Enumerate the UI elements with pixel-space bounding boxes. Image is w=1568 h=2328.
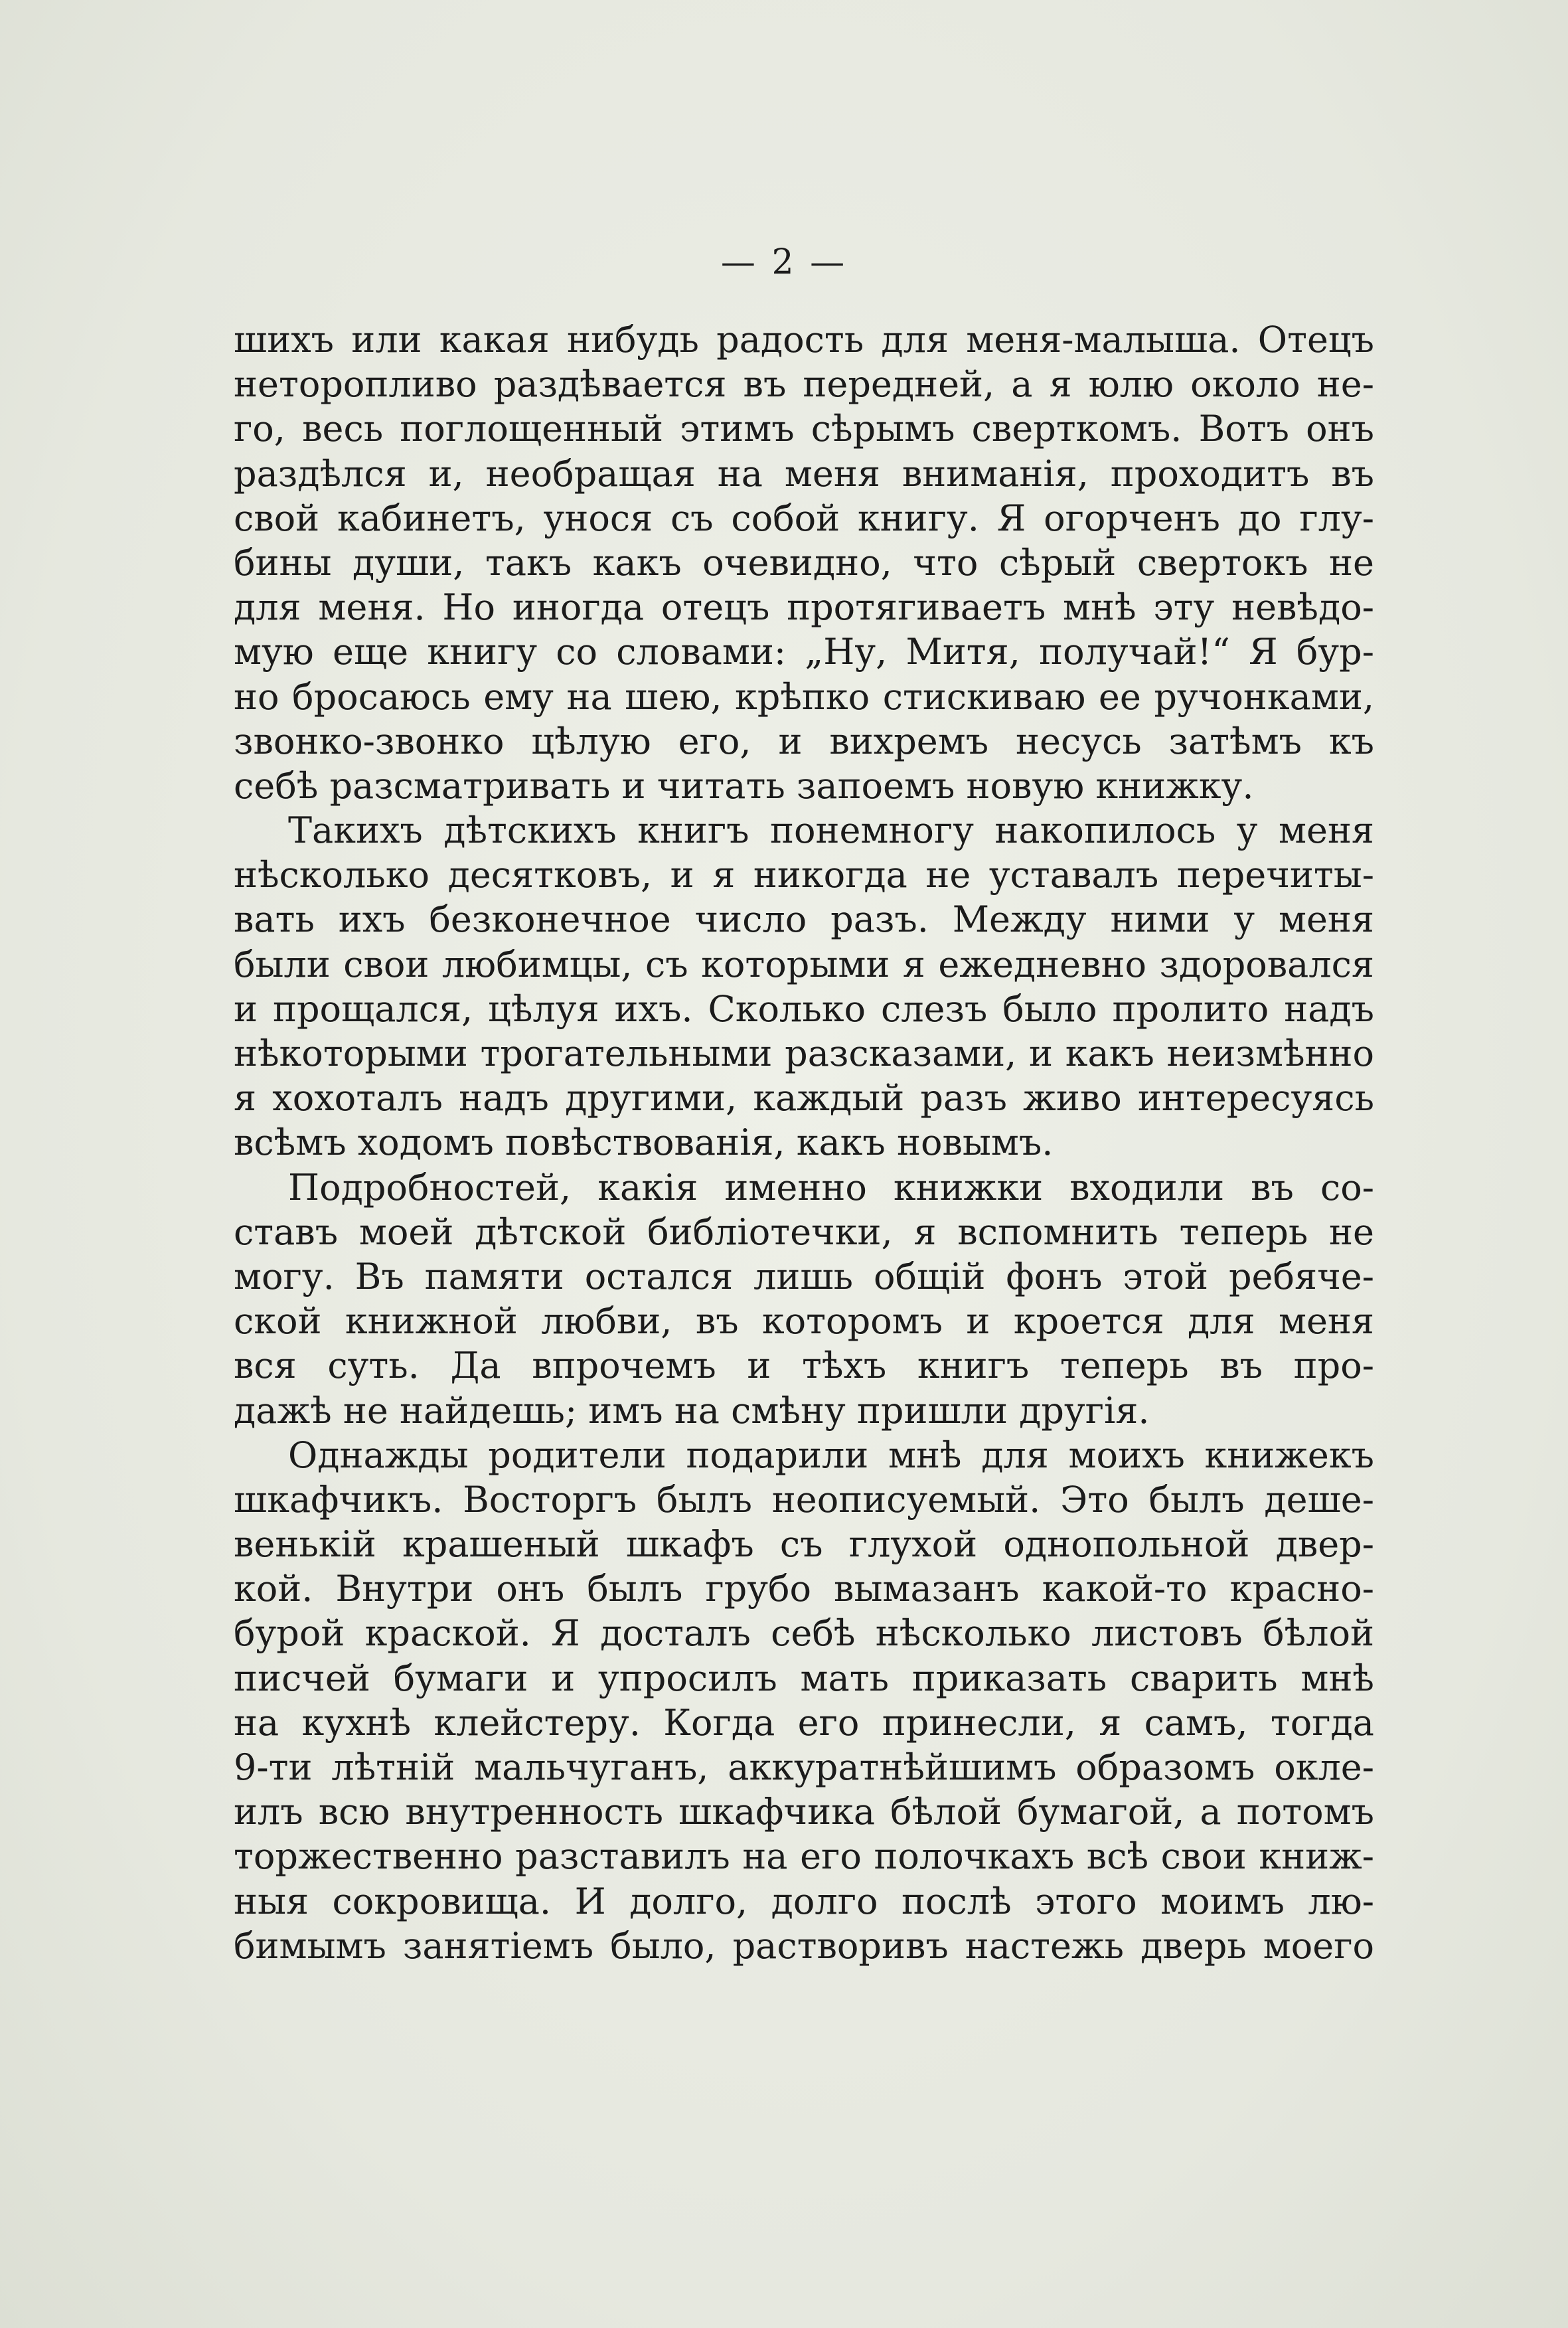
text-line: вать ихъ безконечное число разъ. Между ними у меня xyxy=(234,898,1374,941)
text-line: венькій крашеный шкафъ съ глухой однопольной двер- xyxy=(234,1523,1374,1566)
text-line: шкафчикъ. Восторгъ былъ неописуемый. Это былъ деше- xyxy=(234,1478,1374,1521)
paragraph xyxy=(234,1433,1374,1968)
paragraph xyxy=(234,808,1374,1165)
text-line: ской книжной любви, въ которомъ и кроется для меня xyxy=(234,1300,1374,1343)
text-line: свой кабинетъ, унося съ собой книгу. Я огорченъ до глу- xyxy=(234,497,1374,539)
text-line: неторопливо раздѣвается въ передней, а я юлю около не- xyxy=(234,363,1374,406)
text-line: торжественно разставилъ на его полочкахъ всѣ свои книж- xyxy=(234,1835,1374,1878)
text-line: кой. Внутри онъ былъ грубо вымазанъ какой-то красно- xyxy=(234,1568,1374,1610)
text-line: раздѣлся и, необращая на меня вниманія, проходитъ въ xyxy=(234,452,1374,495)
text-line: нѣсколько десятковъ, и я никогда не уставалъ перечиты- xyxy=(234,854,1374,896)
text-line: и прощался, цѣлуя ихъ. Сколько слезъ было пролито надъ xyxy=(234,987,1374,1030)
text-line: писчей бумаги и упросилъ мать приказать сварить мнѣ xyxy=(234,1657,1374,1699)
paragraph xyxy=(234,317,1374,808)
text-line: могу. Въ памяти остался лишь общій фонъ этой ребяче- xyxy=(234,1255,1374,1297)
text-line: го, весь поглощенный этимъ сѣрымъ сверткомъ. Вотъ онъ xyxy=(234,408,1374,450)
text-line: всѣмъ ходомъ повѣствованія, какъ новымъ. xyxy=(234,1122,1054,1164)
text-line: шихъ или какая нибудь радость для меня-малыша. Отецъ xyxy=(234,319,1374,361)
text-line: илъ всю внутренность шкафчика бѣлой бумагой, а потомъ xyxy=(234,1791,1374,1833)
text-line: звонко-звонко цѣлую его, и вихремъ несусь затѣмъ къ xyxy=(234,720,1374,762)
text-line: Однажды родители подарили мнѣ для моихъ книжекъ xyxy=(288,1434,1374,1476)
text-line: 9-ти лѣтній мальчуганъ, аккуратнѣйшимъ образомъ окле- xyxy=(234,1746,1374,1788)
text-line: ставъ моей дѣтской библіотечки, я вспомнить теперь не xyxy=(234,1210,1374,1253)
text-line: себѣ разсматривать и читать запоемъ новую книжку. xyxy=(234,764,1254,807)
page-number: — 2 — xyxy=(720,242,848,282)
text-line: Такихъ дѣтскихъ книгъ понемногу накопилось у меня xyxy=(288,809,1374,852)
text-line: Подробностей, какія именно книжки входили въ со- xyxy=(288,1166,1374,1208)
text-line: мую еще книгу со словами: „Ну, Митя, получай!“ Я бур- xyxy=(234,631,1374,673)
text-line: бимымъ занятіемъ было, растворивъ настежь дверь моего xyxy=(234,1924,1374,1967)
text-line: на кухнѣ клейстеру. Когда его принесли, я самъ, тогда xyxy=(234,1701,1374,1744)
body-text xyxy=(234,317,1374,1968)
text-line: вся суть. Да впрочемъ и тѣхъ книгъ теперь въ про- xyxy=(234,1345,1374,1387)
text-line: бурой краской. Я досталъ себѣ нѣсколько листовъ бѣлой xyxy=(234,1612,1374,1655)
text-line: были свои любимцы, съ которыми я ежедневно здоровался xyxy=(234,943,1374,985)
text-line: нѣкоторыми трогательными разсказами, и какъ неизмѣнно xyxy=(234,1033,1374,1074)
text-line: бины души, такъ какъ очевидно, что сѣрый свертокъ не xyxy=(234,541,1374,584)
text-line: для меня. Но иногда отецъ протягиваетъ мнѣ эту невѣдо- xyxy=(234,586,1374,629)
text-line: но бросаюсь ему на шею, крѣпко стискиваю ее ручонками, xyxy=(234,675,1374,718)
text-line: дажѣ не найдешь; имъ на смѣну пришли другія. xyxy=(234,1389,1150,1432)
text-line: я хохоталъ надъ другими, каждый разъ живо интересуясь xyxy=(234,1077,1374,1120)
text-line: ныя сокровища. И долго, долго послѣ этого моимъ лю- xyxy=(234,1880,1374,1922)
paragraph xyxy=(234,1165,1374,1433)
